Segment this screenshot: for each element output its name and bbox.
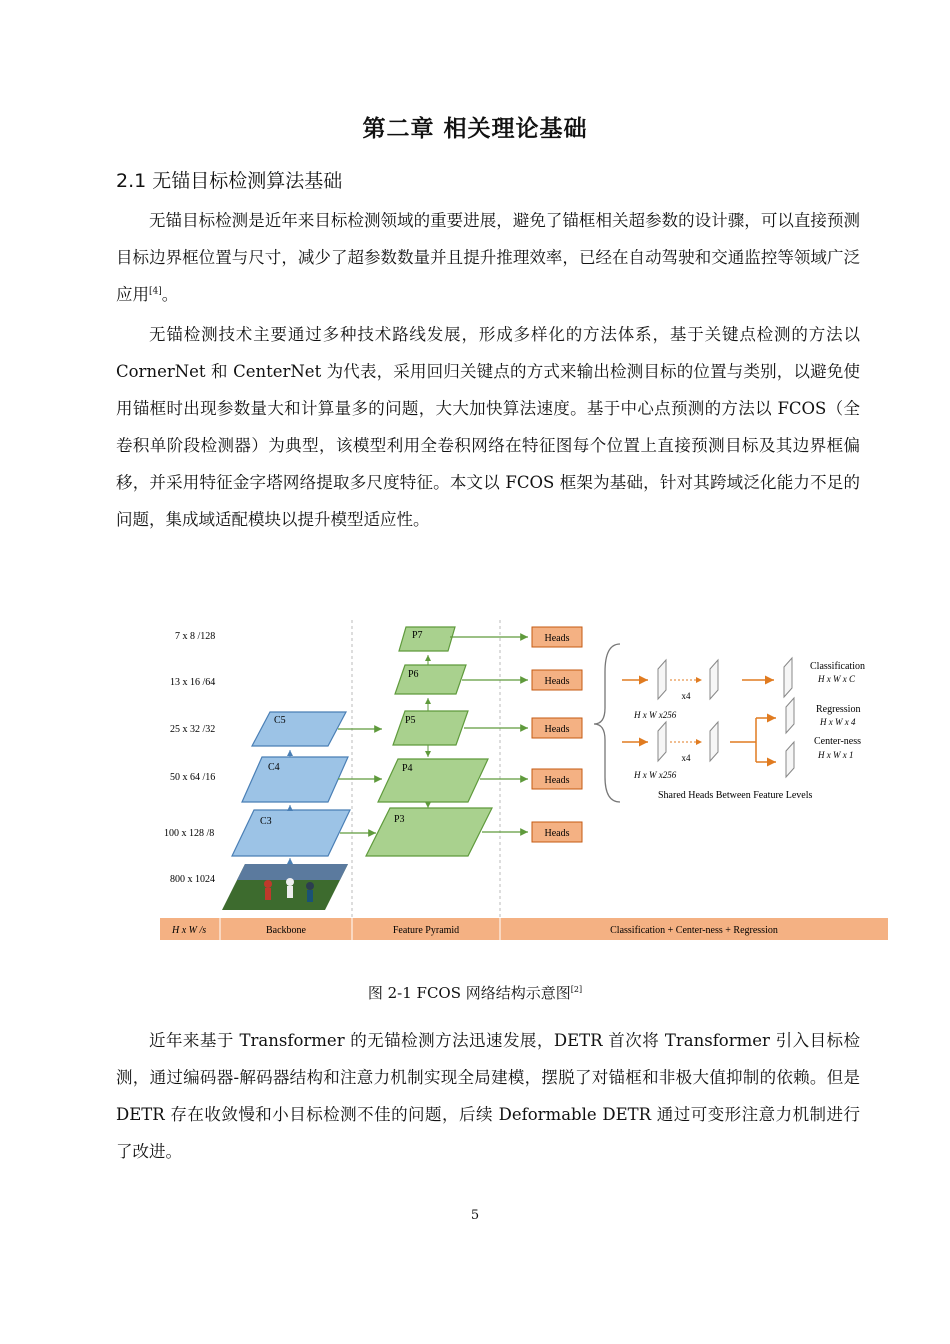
svg-text:C4: C4 — [268, 762, 280, 773]
bar-heads: Classification + Center-ness + Regression — [610, 925, 778, 936]
heads-box — [532, 627, 582, 647]
backbone-c3 — [232, 810, 350, 856]
caption-ref: [2] — [570, 985, 583, 994]
paragraph-1 — [116, 202, 860, 313]
pyramid-p4 — [378, 759, 488, 802]
shared-heads-label: Shared Heads Between Feature Levels — [658, 790, 813, 801]
centerness-label: Center-ness — [814, 736, 862, 747]
svg-text:Heads: Heads — [544, 676, 570, 687]
feature-block — [710, 722, 718, 761]
page-number: 5 — [470, 1208, 480, 1223]
feature-block — [710, 660, 718, 699]
svg-text:P7: P7 — [412, 630, 423, 641]
bar-backbone: Backbone — [266, 925, 306, 936]
bar-hws: H x W /s — [172, 925, 207, 936]
heads-box — [532, 670, 582, 690]
svg-text:C3: C3 — [260, 816, 272, 827]
citation-ref: [4] — [149, 286, 162, 297]
scale-label: 7 x 8 /128 — [175, 631, 216, 642]
pyramid-p6 — [395, 665, 466, 694]
backbone-c4 — [242, 757, 348, 802]
svg-text:P4: P4 — [402, 763, 413, 774]
fcos-diagram — [150, 612, 892, 944]
svg-text:P5: P5 — [405, 715, 416, 726]
dim-label: H x W x 4 — [820, 717, 856, 727]
paragraph-3: 近年来基于 Transformer 的无锚检测方法迅速发展，DETR 首次将 Transformer 引入目标检测，通过编码器-解码器结构和注意力机制实现全局建模，摆脱了对锚框和非极大值抑制的依赖。但是 DETR 存在收敛慢和小目标检测不佳的问题，后续 Deformable DETR 通过可变形注意力机制进行了改进。 — [116, 1031, 860, 1161]
figure-caption — [0, 982, 950, 1003]
scale-label: 100 x 128 /8 — [164, 828, 215, 839]
heads-box — [532, 718, 582, 738]
paragraph-1-text: 无锚目标检测是近年来目标检测领域的重要进展，避免了锚框相关超参数的设计骤，可以直接预测目标边界框位置与尺寸，减少了超参数数量并且提升推理效率，已经在自动驾驶和交通监控等领域广泛应用 — [116, 211, 860, 304]
svg-text:Heads: Heads — [544, 775, 570, 786]
output-block — [786, 698, 794, 733]
svg-text:Heads: Heads — [544, 724, 570, 735]
scale-label: 800 x 1024 — [170, 874, 215, 885]
classification-label: Classification — [810, 661, 865, 672]
dim-label: H x W x256 — [634, 710, 677, 720]
svg-text:C5: C5 — [274, 715, 286, 726]
input-image — [222, 864, 348, 910]
caption-text: 图 2-1 FCOS 网络结构示意图 — [367, 984, 571, 1002]
feature-block — [658, 660, 666, 699]
heads-box — [532, 822, 582, 842]
brace-icon — [594, 644, 620, 802]
paragraph-2: 无锚检测技术主要通过多种技术路线发展，形成多样化的方法体系，基于关键点检测的方法以 CornerNet 和 CenterNet 为代表，采用回归关键点的方式来输出检测目标的位置与类别，以避免使用锚框时出现参数量大和计算量多的问题，大大加快算法速度。基于中心点预测的方法以 FCOS（全卷积单阶段检测器）为典型，该模型利用全卷积网络在特征图每个位置上直接预测目标及其边界框偏移，并采用特征金字塔网络提取多尺度特征。本文以 FCOS 框架为基础，针对其跨域泛化能力不足的问题，集成域适配模块以提升模型适应性。 — [116, 325, 860, 529]
pyramid-p3 — [366, 808, 492, 856]
output-block — [786, 742, 794, 777]
paragraph-1-end: 。 — [161, 285, 179, 304]
pyramid-p5 — [393, 711, 468, 745]
svg-text:P6: P6 — [408, 669, 419, 680]
dim-label: H x W x 1 — [818, 750, 854, 760]
feature-block — [658, 722, 666, 761]
backbone-c5 — [252, 712, 346, 746]
bar-feature-pyramid: Feature Pyramid — [392, 925, 460, 936]
dim-label: H x W x256 — [634, 770, 677, 780]
fcos-figure — [150, 612, 892, 944]
repeat-label: x4 — [681, 691, 691, 701]
scale-label: 25 x 32 /32 — [170, 724, 216, 735]
dim-label: H x W x C — [818, 674, 855, 684]
scale-label: 50 x 64 /16 — [170, 772, 216, 783]
section-title: 2.1 无锚目标检测算法基础 — [116, 170, 343, 192]
svg-text:P3: P3 — [394, 814, 405, 825]
scale-label: 13 x 16 /64 — [170, 677, 216, 688]
bottom-bar — [160, 918, 888, 940]
svg-text:Heads: Heads — [544, 633, 570, 644]
pyramid-p7 — [399, 627, 455, 651]
regression-label: Regression — [816, 704, 861, 715]
heads-box — [532, 769, 582, 789]
svg-text:Heads: Heads — [544, 828, 570, 839]
repeat-label: x4 — [681, 753, 691, 763]
chapter-title: 第二章 相关理论基础 — [362, 116, 588, 142]
output-block — [784, 658, 792, 697]
